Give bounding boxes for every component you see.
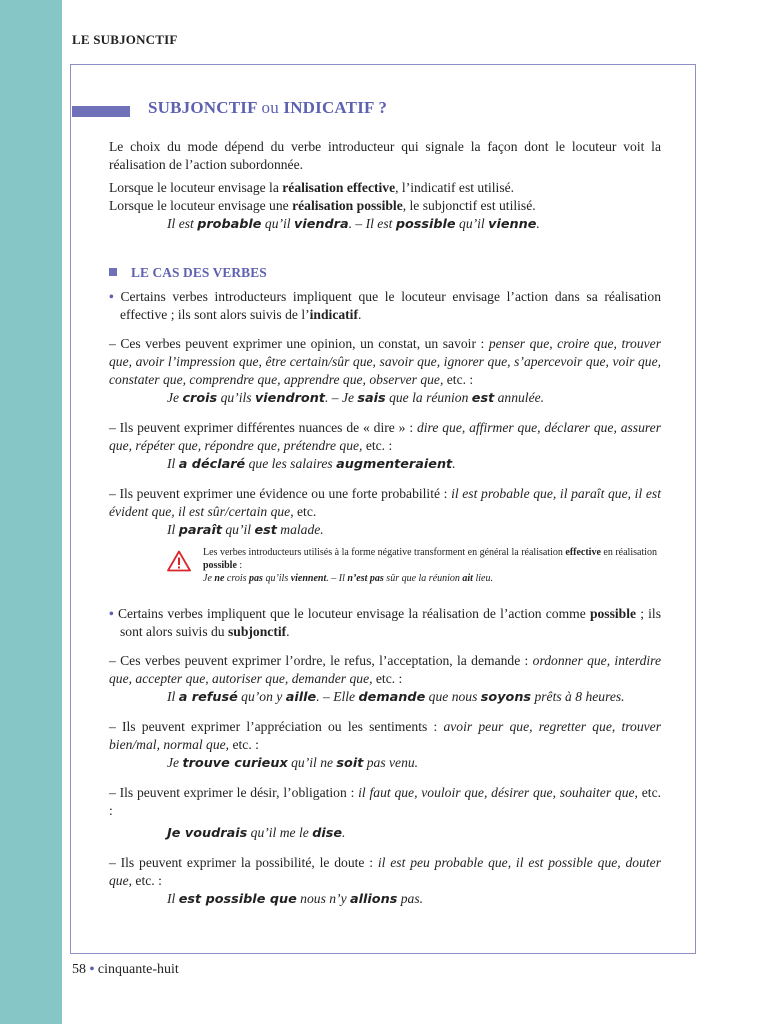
subjonctif-example-ordre: Il a refusé qu’on y aille. – Elle demande que nous soyons prêts à 8 heures. <box>167 689 625 705</box>
warning-text: Les verbes introducteurs utilisés à la forme négative transforment en général la réalisation effective en réalisation possible : <box>203 547 657 571</box>
indicatif-example-dire: Il a déclaré que les salaires augmenteraient. <box>167 456 456 472</box>
subjonctif-group-ordre: – Ces verbes peuvent exprimer l’ordre, le refus, l’acceptation, la demande : ordonner que, interdire que, accepter que, autoriser que, demander que, etc. : <box>109 653 661 686</box>
intro-line-subjonctif: Lorsque le locuteur envisage une réalisation possible, le subjonctif est utilisé. <box>109 198 536 213</box>
warning-triangle-icon <box>167 550 191 572</box>
intro-paragraph: Le choix du mode dépend du verbe introducteur qui signale la façon dont le locuteur voit la réalisation de l’action subordonnée. <box>109 139 661 172</box>
bullet-dot-icon: • <box>109 606 114 621</box>
indicatif-example-evidence: Il paraît qu’il est malade. <box>167 522 324 538</box>
side-color-band <box>0 0 62 1024</box>
title-accent-bar <box>72 106 130 117</box>
bullet-dot-icon: • <box>89 962 95 977</box>
page-number: 58 <box>72 962 86 977</box>
intro-line-indicatif: Lorsque le locuteur envisage la réalisation effective, l’indicatif est utilisé. <box>109 180 515 195</box>
subjonctif-example-sentiments: Je trouve curieux qu’il ne soit pas venu. <box>167 755 419 771</box>
warning-example: Je ne crois pas qu’ils viennent. – Il n’est pas sûr que la réunion ait lieu. <box>203 573 493 584</box>
indicatif-group-evidence: – Ils peuvent exprimer une évidence ou une forte probabilité : il est probable que, il paraît que, il est évident que, il est sûr/certain que, etc. <box>109 486 661 519</box>
subjonctif-group-doute: – Ils peuvent exprimer la possibilité, le doute : il est peu probable que, il est possible que, douter que, etc. : <box>109 855 661 888</box>
page-number-words: cinquante-huit <box>97 962 179 977</box>
bullet-dot-icon: • <box>109 289 114 304</box>
subjonctif-example-doute: Il est possible que nous n’y allions pas. <box>167 891 424 907</box>
main-content <box>109 138 661 909</box>
indicatif-group-opinion: – Ces verbes peuvent exprimer une opinion, un constat, un savoir : penser que, croire que, trouver que, avoir l’impression que, être certain/sûr que, savoir que, ignorer que, s’apercevoir que, voir que, constater que, comprendre que, apprendre que, observer que, etc. : <box>109 336 661 387</box>
subjonctif-bullet: • Certains verbes impliquent que le locuteur envisage la réalisation de l’action comme possible ; ils sont alors suivis du subjonctif. <box>109 606 661 639</box>
square-bullet-icon <box>109 268 117 276</box>
indicatif-group-dire: – Ils peuvent exprimer différentes nuances de « dire » : dire que, affirmer que, déclarer que, assurer que, répéter que, répondre que, prétendre que, etc. : <box>109 420 662 453</box>
intro-example: Il est probable qu’il viendra. – Il est possible qu’il vienne. <box>167 216 540 232</box>
indicatif-example-opinion: Je crois qu’ils viendront. – Je sais que la réunion est annulée. <box>167 390 545 406</box>
running-header: LE SUBJONCTIF <box>72 32 178 47</box>
negative-form-warning <box>167 546 661 585</box>
page-title: SUBJONCTIF ou INDICATIF ? <box>148 98 388 117</box>
subjonctif-group-desir: – Ils peuvent exprimer le désir, l’obligation : il faut que, vouloir que, désirer que, souhaiter que, etc. : <box>109 785 662 818</box>
subjonctif-example-desir: Je voudrais qu’il me le dise. <box>167 825 346 841</box>
indicatif-bullet: • Certains verbes introducteurs impliquent que le locuteur envisage l’action dans sa réalisation effective ; ils sont alors suivis de l’indicatif. <box>109 289 662 322</box>
page-footer <box>72 962 179 978</box>
section-heading: LE CAS DES VERBES <box>109 264 661 282</box>
subjonctif-group-sentiments: – Ils peuvent exprimer l’appréciation ou les sentiments : avoir peur que, regretter que, trouver bien/mal, normal que, etc. : <box>109 719 662 752</box>
